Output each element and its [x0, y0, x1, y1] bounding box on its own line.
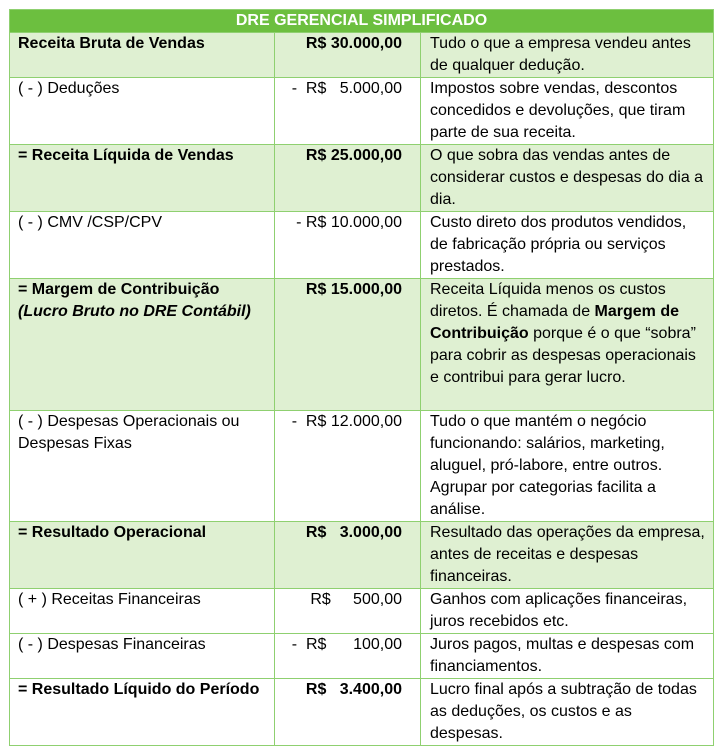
row-value-text: R$ 25.000,00 — [305, 147, 402, 164]
table-row-despesas-financeiras — [10, 634, 714, 679]
row-label-sub: (Lucro Bruto no DRE Contábil) — [18, 303, 251, 320]
table-header-row — [10, 10, 714, 33]
row-description: O que sobra das vendas antes de considerar custos e despesas do dia a dia. — [421, 145, 714, 212]
desc-part-1: Receita Líquida menos os custos diretos. É chamada de — [430, 281, 666, 320]
row-label-cell — [10, 279, 275, 411]
row-value-text: - R$ 10.000,00 — [296, 214, 402, 231]
row-label: = Receita Líquida de Vendas — [10, 145, 275, 212]
table-row-resultado-liquido — [10, 679, 714, 746]
desc-part-2-bold: Margem de Contribuição — [430, 303, 680, 342]
row-label: = Resultado Operacional — [10, 522, 275, 589]
row-value — [275, 33, 421, 78]
table-row-margem-contribuicao — [10, 279, 714, 411]
table-title: DRE GERENCIAL SIMPLIFICADO — [10, 10, 714, 33]
row-description: Ganhos com aplicações financeiras, juros recebidos etc. — [421, 589, 714, 634]
row-value — [275, 411, 421, 522]
row-label: ( - ) Despesas Operacionais ou Despesas Fixas — [10, 411, 275, 522]
table-row-deducoes — [10, 78, 714, 145]
table-row-despesas-operacionais — [10, 411, 714, 522]
row-value — [275, 589, 421, 634]
table-row-cmv — [10, 212, 714, 279]
dre-table-container — [9, 9, 713, 746]
row-description: Tudo o que mantém o negócio funcionando: salários, marketing, aluguel, pró-labore, entre outros. Agrupar por categorias facilita a análise. — [421, 411, 714, 522]
row-value — [275, 212, 421, 279]
row-description: Lucro final após a subtração de todas as deduções, os custos e as despesas. — [421, 679, 714, 746]
row-label: ( - ) CMV /CSP/CPV — [10, 212, 275, 279]
row-value — [275, 78, 421, 145]
row-description — [421, 279, 714, 411]
row-value-text: R$ 30.000,00 — [305, 35, 402, 52]
row-label: ( + ) Receitas Financeiras — [10, 589, 275, 634]
row-value — [275, 522, 421, 589]
row-value-text: R$ 3.000,00 — [305, 524, 402, 541]
row-value — [275, 679, 421, 746]
row-label: ( - ) Despesas Financeiras — [10, 634, 275, 679]
row-label: = Resultado Líquido do Período — [10, 679, 275, 746]
row-description: Juros pagos, multas e despesas com financiamentos. — [421, 634, 714, 679]
table-row-resultado-operacional — [10, 522, 714, 589]
table-row-receitas-financeiras — [10, 589, 714, 634]
row-value — [275, 634, 421, 679]
row-value — [275, 145, 421, 212]
row-value-text: - R$ 100,00 — [291, 636, 402, 653]
row-value-text: - R$ 5.000,00 — [291, 80, 402, 97]
table-row-receita-bruta — [10, 33, 714, 78]
row-value — [275, 279, 421, 411]
row-label: = Margem de Contribuição — [18, 281, 220, 298]
row-value-text: R$ 500,00 — [310, 591, 402, 608]
row-description: Impostos sobre vendas, descontos concedidos e devoluções, que tiram parte de sua receita. — [421, 78, 714, 145]
row-value-text: R$ 3.400,00 — [305, 681, 402, 698]
table-row-receita-liquida — [10, 145, 714, 212]
row-label: Receita Bruta de Vendas — [10, 33, 275, 78]
row-value-text: R$ 15.000,00 — [305, 281, 402, 298]
row-description: Resultado das operações da empresa, antes de receitas e despesas financeiras. — [421, 522, 714, 589]
row-value-text: - R$ 12.000,00 — [291, 413, 402, 430]
dre-table — [9, 9, 714, 746]
desc-part-3: porque é o que “sobra” para cobrir as despesas operacionais e contribui para gerar lucro. — [430, 325, 696, 386]
row-label: ( - ) Deduções — [10, 78, 275, 145]
row-description: Custo direto dos produtos vendidos, de fabricação própria ou serviços prestados. — [421, 212, 714, 279]
row-description: Tudo o que a empresa vendeu antes de qualquer dedução. — [421, 33, 714, 78]
